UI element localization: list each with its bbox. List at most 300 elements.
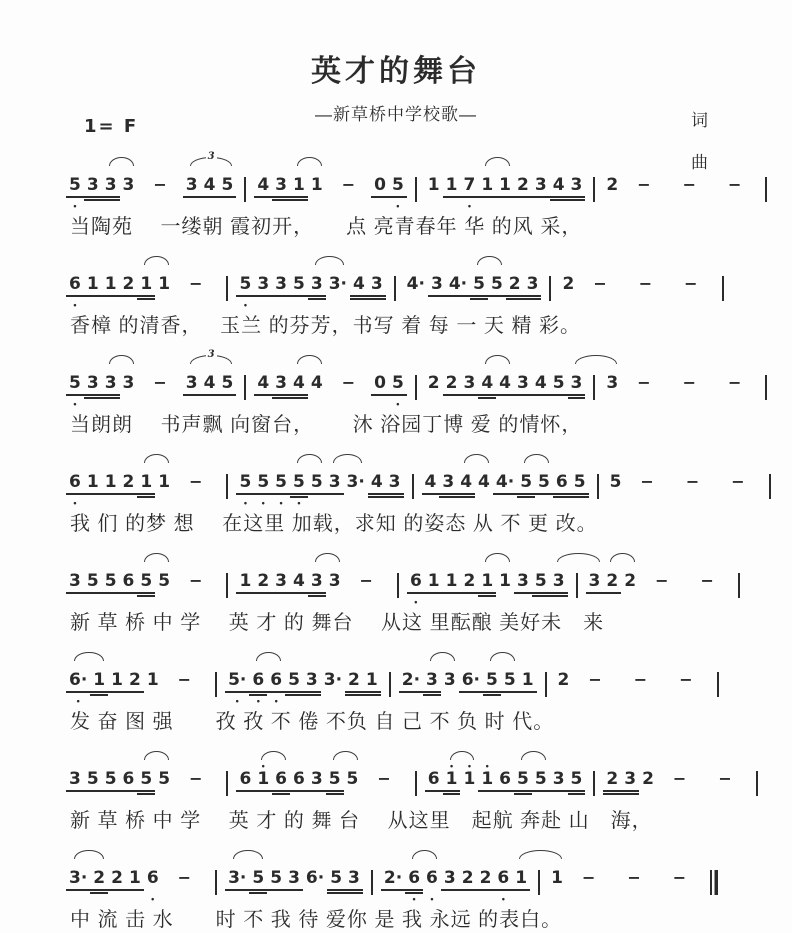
beam-lines — [290, 196, 308, 203]
note — [257, 761, 269, 806]
note-number: 1 — [239, 571, 252, 591]
note-number: 1 — [551, 868, 563, 888]
note-number: 5 — [330, 868, 343, 888]
note-number: 3 — [624, 769, 637, 789]
beam-lines — [327, 889, 345, 896]
note-number: 2 — [517, 175, 529, 195]
octave-dot-below: • — [274, 696, 278, 706]
beam-lines — [290, 790, 308, 797]
note-number: 4 — [424, 472, 437, 492]
note — [517, 761, 529, 806]
note — [270, 860, 282, 905]
note-number: 6 — [497, 868, 510, 888]
note-number: 3 — [606, 373, 619, 393]
note-number: 5 — [473, 274, 485, 294]
note — [69, 365, 81, 410]
note — [93, 662, 105, 707]
beam-lines — [524, 295, 542, 302]
music-line — [66, 744, 734, 807]
note — [239, 563, 251, 608]
slur-arc — [610, 553, 635, 562]
note — [329, 266, 347, 311]
duration-dash: − — [700, 571, 714, 590]
barline — [538, 870, 540, 895]
beam-lines — [460, 394, 478, 401]
note — [275, 563, 287, 608]
note-number: 1 — [499, 571, 511, 591]
song-subtitle: —新草桥中学校歌— — [315, 105, 477, 124]
note-number: 2 — [508, 274, 521, 294]
slur-arc — [144, 553, 169, 562]
beam-lines — [517, 493, 535, 500]
beam-lines — [345, 691, 363, 698]
note-number: 4 — [552, 175, 565, 195]
note-number: 3 — [69, 571, 81, 591]
note — [509, 266, 521, 311]
note-number: 1 — [158, 274, 171, 294]
note — [288, 662, 300, 707]
beam-lines — [550, 592, 568, 599]
note-number: 5 — [140, 769, 153, 789]
barline — [215, 672, 217, 697]
note — [353, 266, 365, 311]
note — [348, 860, 360, 905]
note-number: 5 — [486, 670, 498, 690]
beam-lines — [550, 790, 568, 797]
duration-dash: − — [637, 175, 651, 194]
note-number: 2 — [111, 868, 123, 888]
note — [87, 761, 99, 806]
note — [129, 860, 141, 905]
duration-dash: − — [679, 670, 693, 689]
slur-arc — [315, 553, 340, 562]
beam-lines — [120, 196, 138, 203]
note-number: 5 — [239, 472, 252, 492]
note-number: 3 — [552, 769, 565, 789]
note — [553, 563, 565, 608]
note-number: 3· — [69, 868, 88, 888]
note-number: 2 — [461, 868, 474, 888]
beam-lines — [254, 394, 272, 401]
note-number: 5 — [517, 769, 529, 789]
beam-lines — [425, 592, 443, 599]
barline — [394, 276, 396, 301]
note-number: 5 — [86, 571, 99, 591]
note-number: 1 — [86, 274, 99, 294]
slur-arc — [256, 652, 281, 661]
note-number: 4 — [534, 373, 547, 393]
octave-dot-below: • — [297, 498, 301, 508]
note-number: 2 — [562, 274, 575, 294]
octave-dot-above: • — [467, 761, 471, 771]
note-number: 5 — [69, 175, 81, 195]
barline — [244, 375, 246, 400]
octave-dot-below: • — [76, 696, 80, 706]
octave-dot-above: • — [261, 761, 265, 771]
note-number: 2 — [463, 571, 476, 591]
beam-lines — [470, 295, 488, 302]
note-number: 1 — [140, 472, 153, 492]
duration-dash: − — [638, 274, 653, 293]
note — [481, 761, 493, 806]
note — [275, 266, 287, 311]
duration-dash: − — [581, 868, 596, 887]
note-number: 3 — [430, 274, 443, 294]
duration-dash: − — [359, 571, 373, 590]
note-number: 2 — [642, 769, 654, 789]
beam-lines — [120, 592, 138, 599]
octave-dot-below: • — [412, 894, 416, 904]
note — [123, 563, 135, 608]
beam-lines — [102, 394, 120, 401]
barline — [756, 771, 758, 796]
barline — [545, 672, 547, 697]
beam-lines — [126, 889, 144, 896]
note — [221, 167, 233, 212]
beam-lines — [381, 889, 405, 896]
beam-lines — [218, 394, 236, 401]
beam-lines — [443, 592, 461, 599]
note-number: 3 — [288, 868, 300, 888]
beam-lines — [514, 394, 532, 401]
duration-dash: − — [672, 868, 687, 887]
beam-lines — [550, 196, 568, 203]
beam-lines — [368, 295, 386, 302]
slur-arc — [575, 355, 617, 364]
duration-dash: − — [341, 373, 356, 392]
note — [275, 365, 287, 410]
beam-lines — [478, 592, 496, 599]
note — [69, 167, 81, 212]
beam-lines — [586, 592, 604, 599]
note — [486, 662, 498, 707]
note — [606, 167, 618, 212]
beam-lines — [272, 592, 290, 599]
note-number: 3 — [310, 769, 323, 789]
note-number: 2· — [401, 670, 421, 690]
beam-lines — [404, 295, 428, 302]
note-number: 5 — [534, 769, 547, 789]
note — [239, 266, 251, 311]
slur-arc — [261, 751, 286, 760]
note — [239, 761, 251, 806]
key-signature: 1= F — [84, 116, 139, 137]
note — [499, 761, 511, 806]
beam-lines — [501, 691, 519, 698]
beam-lines — [550, 394, 568, 401]
note-number: 6 — [69, 472, 81, 492]
beam-lines — [108, 889, 126, 896]
duration-dash: − — [153, 373, 167, 392]
note — [410, 563, 422, 608]
note — [371, 464, 383, 509]
note — [444, 662, 456, 707]
beam-lines — [621, 592, 639, 599]
note-number: 5 — [503, 670, 516, 690]
slur-arc — [485, 355, 510, 364]
note-number: 3· — [228, 868, 247, 888]
beam-lines — [532, 592, 550, 599]
note-number: 2 — [606, 175, 619, 195]
note-number: 3 — [588, 571, 601, 591]
duration-dash: − — [640, 472, 654, 491]
note — [481, 563, 493, 608]
note — [517, 365, 529, 410]
music-line — [66, 546, 734, 609]
beam-lines — [308, 196, 326, 203]
note — [558, 662, 570, 707]
slur-arc — [297, 157, 322, 166]
duration-dash: − — [189, 274, 203, 293]
duration-dash: − — [682, 175, 697, 194]
beam-lines — [102, 295, 120, 302]
beam-lines — [120, 295, 138, 302]
barline — [215, 870, 217, 895]
note — [462, 860, 474, 905]
note — [123, 464, 135, 509]
note — [538, 464, 550, 509]
music-line — [66, 150, 742, 213]
barline — [593, 375, 595, 400]
beam-lines — [344, 493, 368, 500]
note-number: 1 — [86, 472, 99, 492]
note-number: 2 — [122, 472, 135, 492]
note-number: 6· — [69, 670, 88, 690]
note — [389, 464, 401, 509]
beam-lines — [308, 493, 326, 500]
note — [480, 860, 492, 905]
slur-arc — [297, 355, 322, 364]
note — [311, 365, 323, 410]
beam-lines — [532, 196, 550, 203]
note-number: 1 — [515, 868, 528, 888]
slur-arc — [490, 652, 515, 661]
beam-lines — [303, 889, 327, 896]
duration-dash: − — [593, 274, 607, 293]
note — [270, 662, 282, 707]
note-number: 3 — [443, 868, 456, 888]
beam-lines — [399, 691, 423, 698]
beam-lines — [120, 394, 138, 401]
duration-dash: − — [377, 769, 391, 788]
beam-lines — [254, 790, 272, 797]
beam-lines — [603, 196, 621, 203]
music-system — [66, 447, 745, 537]
slur-arc — [297, 454, 322, 463]
music-system — [66, 744, 734, 834]
note — [257, 167, 269, 212]
beam-lines — [183, 394, 201, 401]
beam-lines — [446, 295, 470, 302]
note-number: 6 — [555, 472, 568, 492]
slur-arc — [333, 454, 362, 463]
beam-lines — [272, 394, 290, 401]
beam-lines — [321, 691, 345, 698]
tuplet-label: 3 — [207, 151, 215, 162]
beam-lines — [443, 394, 461, 401]
note — [306, 860, 324, 905]
beam-lines — [425, 196, 443, 203]
beam-lines — [506, 295, 524, 302]
beam-lines — [120, 493, 138, 500]
barline — [769, 474, 771, 499]
note — [204, 167, 216, 212]
beam-lines — [493, 493, 517, 500]
note — [535, 365, 547, 410]
music-line — [66, 249, 734, 312]
note — [371, 266, 383, 311]
beam-lines — [639, 790, 657, 797]
note-number: 6· — [461, 670, 481, 690]
duration-dash: − — [177, 670, 192, 689]
note-number: 4 — [310, 373, 323, 393]
slur-arc — [144, 751, 169, 760]
note — [428, 365, 440, 410]
note-number: 3 — [275, 373, 287, 393]
note-number: 2 — [128, 670, 141, 690]
beam-lines — [285, 691, 303, 698]
slur-arc — [333, 751, 358, 760]
beam-lines — [496, 592, 514, 599]
note-number: 2 — [606, 769, 619, 789]
beam-lines — [126, 691, 144, 698]
note — [384, 860, 402, 905]
slur-arc — [233, 850, 262, 859]
beam-lines — [478, 790, 496, 797]
barline — [415, 375, 417, 400]
note — [293, 167, 305, 212]
note-number: 5 — [275, 472, 287, 492]
note — [111, 662, 123, 707]
beam-lines — [236, 790, 254, 797]
beam-lines — [236, 592, 254, 599]
note-number: 3 — [69, 769, 81, 789]
note — [87, 464, 99, 509]
composer-label: 曲 — [691, 153, 708, 172]
rest-note — [374, 365, 386, 410]
beam-lines — [483, 691, 501, 698]
barline — [576, 573, 578, 598]
note — [481, 365, 493, 410]
note-number: 1 — [365, 670, 378, 690]
barline — [371, 870, 373, 895]
octave-dot-below: • — [235, 696, 239, 706]
beam-lines — [478, 394, 496, 401]
note-number: 3 — [443, 670, 456, 690]
beam-lines — [102, 493, 120, 500]
beam-lines — [218, 196, 236, 203]
beam-lines — [290, 394, 308, 401]
note — [444, 860, 456, 905]
note-number: 3 — [517, 373, 529, 393]
slur-arc — [521, 751, 546, 760]
note-number: 1 — [499, 175, 511, 195]
octave-dot-below: • — [430, 894, 434, 904]
note-number: 4 — [499, 373, 511, 393]
note — [428, 167, 440, 212]
note-number: 2 — [445, 373, 458, 393]
note-number: 3 — [275, 571, 287, 591]
octave-dot-below: • — [501, 894, 505, 904]
note — [463, 365, 475, 410]
note — [228, 662, 246, 707]
note-number: 0 — [374, 373, 386, 393]
barline — [244, 177, 246, 202]
note — [446, 365, 458, 410]
note — [87, 365, 99, 410]
octave-dot-below: • — [73, 498, 77, 508]
note — [610, 464, 622, 509]
note-number: 5· — [228, 670, 247, 690]
note — [239, 464, 251, 509]
note-number: 3· — [328, 274, 347, 294]
note — [515, 860, 527, 905]
note — [392, 167, 404, 212]
duration-dash: − — [685, 472, 700, 491]
note — [330, 860, 342, 905]
duration-dash: − — [731, 472, 745, 491]
note — [463, 167, 475, 212]
note — [140, 464, 152, 509]
note-number: 1 — [257, 769, 270, 789]
slur-arc — [315, 256, 344, 265]
note — [158, 761, 170, 806]
barline — [593, 177, 595, 202]
note-number: 4 — [460, 472, 473, 492]
beam-lines — [475, 493, 493, 500]
note-number: 5 — [609, 472, 622, 492]
note — [140, 563, 152, 608]
note-number: 3 — [185, 175, 198, 195]
beam-lines — [532, 394, 550, 401]
octave-dot-below: • — [73, 300, 77, 310]
duration-dash: − — [627, 868, 641, 887]
music-line — [66, 348, 742, 411]
beam-lines — [425, 790, 443, 797]
note-number: 3 — [388, 472, 401, 492]
barline — [397, 573, 399, 598]
beam-lines — [155, 592, 173, 599]
note — [293, 266, 305, 311]
duration-dash: − — [684, 274, 698, 293]
beam-lines — [102, 790, 120, 797]
beam-lines — [568, 790, 586, 797]
barline — [765, 375, 767, 400]
note-number: 5 — [328, 769, 341, 789]
beam-lines — [225, 889, 249, 896]
beam-lines — [496, 394, 514, 401]
barline — [226, 771, 228, 796]
lyrics-line: 我 们 的梦 想 在这里 加载，求知 的姿态 从 不 更 改。 — [70, 513, 598, 535]
note — [87, 167, 99, 212]
beam-lines — [363, 691, 381, 698]
music-system — [66, 249, 734, 339]
beam-lines — [496, 790, 514, 797]
note — [606, 365, 618, 410]
note-number: 5 — [573, 472, 586, 492]
duration-dash: − — [588, 670, 602, 689]
header — [0, 0, 792, 172]
note-number: 3 — [442, 472, 455, 492]
note-number: 4 — [370, 472, 383, 492]
barline — [226, 474, 228, 499]
note — [293, 761, 305, 806]
note-number: 6 — [275, 769, 287, 789]
octave-dot-below: • — [151, 894, 155, 904]
note-number: 3 — [86, 373, 99, 393]
note — [553, 761, 565, 806]
beam-lines — [137, 295, 155, 302]
